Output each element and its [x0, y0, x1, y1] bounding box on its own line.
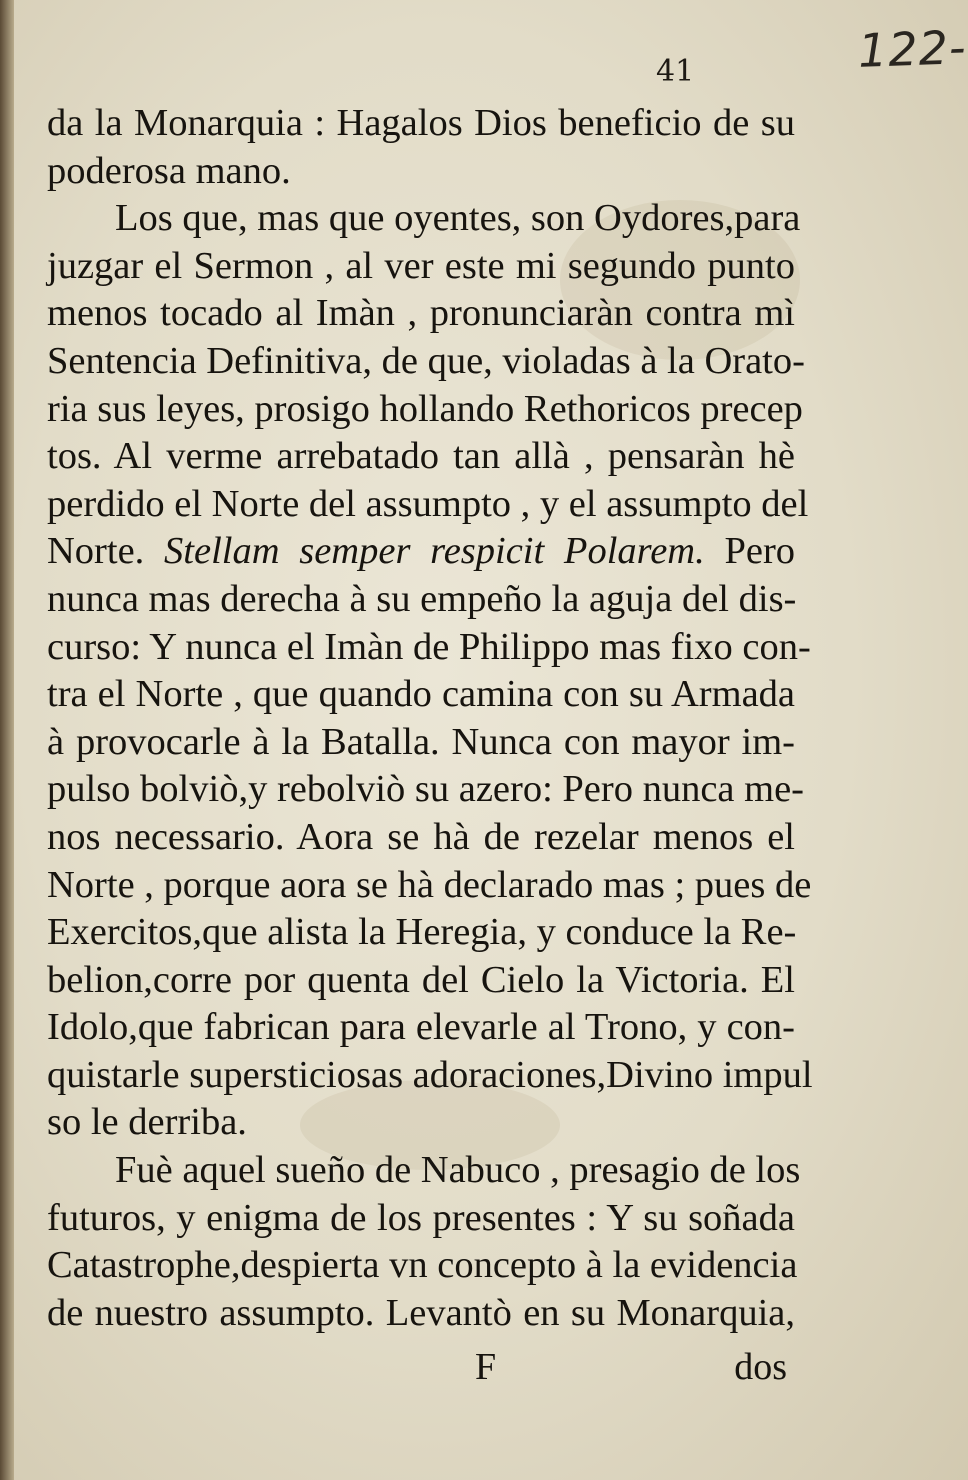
- catchword: dos: [734, 1346, 787, 1388]
- text-line-mixed: [47, 528, 795, 576]
- text-line: Exercitos,que alista la Heregia, y conduce la Re-: [47, 911, 797, 954]
- text-line: curso: Y nunca el Imàn de Philippo mas fixo con-: [47, 625, 811, 668]
- text-line: ria sus leyes, prosigo hollando Rethoricos precep: [47, 387, 803, 430]
- text-line: à provocarle à la Batalla. Nunca con mayor im-: [47, 720, 795, 763]
- text-line: so le derriba.: [47, 1101, 247, 1144]
- text-line: belion,corre por quenta del Cielo la Victoria. El: [47, 958, 795, 1001]
- text-line: futuros, y enigma de los presentes : Y su soñada: [47, 1196, 795, 1239]
- text-line: poderosa mano.: [47, 149, 291, 192]
- text-line: Los que, mas que oyentes, son Oydores,para: [115, 197, 801, 240]
- page-number: 41: [656, 54, 695, 89]
- text-line: menos tocado al Imàn , pronunciaràn contra mì: [47, 292, 795, 335]
- text-line: Catastrophe,despierta vn concepto à la evidencia: [47, 1244, 798, 1287]
- text-line: de nuestro assumpto. Levantò en su Monarquia,: [47, 1291, 795, 1334]
- text-line: tos. Al verme arrebatado tan allà , pensaràn hè: [47, 435, 795, 478]
- text-fragment: Norte.: [47, 530, 145, 573]
- latin-quote: Stellam semper respicit Polarem.: [164, 530, 705, 573]
- text-line: da la Monarquia : Hagalos Dios beneficio de su: [47, 102, 795, 144]
- text-line: perdido el Norte del assumpto , y el assumpto del: [47, 482, 809, 525]
- page-footer: [47, 1345, 787, 1395]
- text-line: nos necessario. Aora se hà de rezelar menos el: [47, 815, 795, 858]
- text-line: Norte , porque aora se hà declarado mas ; pues de: [47, 863, 812, 906]
- text-line: tra el Norte , que quando camina con su Armada: [47, 673, 795, 716]
- text-line: juzgar el Sermon , al ver este mi segundo punto: [47, 244, 795, 287]
- text-line: quistarle supersticiosas adoraciones,Divino impul: [47, 1053, 813, 1096]
- text-fragment: Pero: [724, 530, 796, 573]
- text-line: Fuè aquel sueño de Nabuco , presagio de los: [115, 1149, 801, 1192]
- body-text: [47, 100, 813, 1337]
- text-line: Idolo,que fabrican para elevarle al Trono, y con-: [47, 1006, 795, 1049]
- text-line: nunca mas derecha à su empeño la aguja del dis-: [47, 577, 797, 620]
- page-binding-edge: [0, 0, 14, 1480]
- signature-mark: F: [475, 1346, 497, 1388]
- text-line: Sentencia Definitiva, de que, violadas à la Orato-: [47, 339, 805, 382]
- text-line: pulso bolviò,y rebolviò su azero: Pero nunca me-: [47, 768, 804, 811]
- handwritten-folio-number: 122-: [857, 20, 968, 78]
